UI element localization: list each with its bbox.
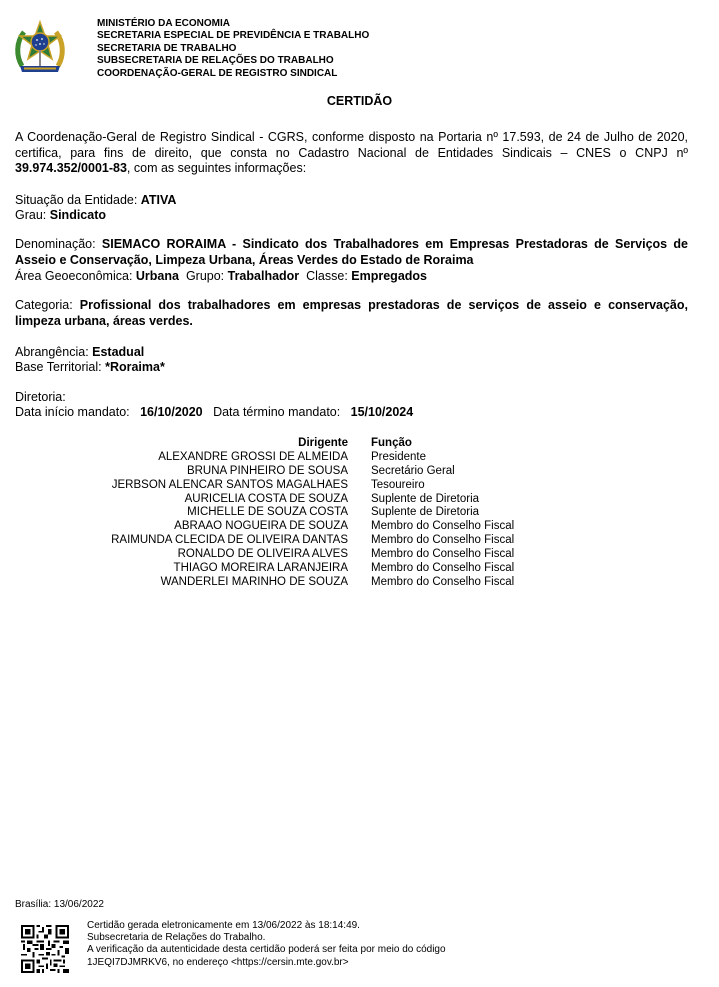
base-label: Base Territorial: bbox=[15, 360, 106, 374]
abrangencia-value: Estadual bbox=[92, 345, 145, 359]
dirigente-role: Membro do Conselho Fiscal bbox=[371, 562, 515, 575]
header-institution-lines bbox=[97, 18, 369, 80]
mandato-line bbox=[15, 405, 688, 421]
dirigente-role: Tesoureiro bbox=[371, 478, 425, 491]
dirigentes-table bbox=[0, 437, 719, 590]
table-row bbox=[0, 479, 719, 493]
table-row bbox=[0, 465, 719, 479]
header-line: SECRETARIA DE TRABALHO bbox=[97, 42, 237, 54]
dirigente-name: ABRAAO NOGUEIRA DE SOUZA bbox=[174, 520, 348, 533]
dirigente-role: Membro do Conselho Fiscal bbox=[371, 548, 515, 561]
place-date: Brasília: 13/06/2022 bbox=[15, 899, 104, 910]
intro-text: A Coordenação-Geral de Registro Sindical - CGRS, conforme disposto na Portaria nº 17.593, de 24 de Julho de 2020, certifica, para fins de direito, que consta no Cadastro Nacional de Entidades Sindicais – CNES o CNPJ nº bbox=[15, 130, 688, 160]
dirigente-name: THIAGO MOREIRA LARANJEIRA bbox=[173, 562, 348, 575]
base-value: *Roraima* bbox=[105, 360, 165, 374]
dirigente-name: JERBSON ALENCAR SANTOS MAGALHAES bbox=[111, 478, 348, 491]
denominacao-line bbox=[15, 237, 688, 268]
page-title: CERTIDÃO bbox=[326, 94, 393, 108]
mandato-termino-label: Data término mandato: bbox=[213, 405, 341, 419]
dirigente-role: Membro do Conselho Fiscal bbox=[371, 520, 515, 533]
classe-value: Empregados bbox=[351, 269, 427, 283]
table-row bbox=[0, 562, 719, 576]
table-row bbox=[0, 534, 719, 548]
brazil-coat-of-arms-icon bbox=[14, 20, 66, 78]
situacao-value: ATIVA bbox=[140, 193, 177, 207]
area-label: Área Geoeconômica: bbox=[15, 269, 136, 283]
grau-value: Sindicato bbox=[49, 208, 107, 222]
grupo-label: Grupo: bbox=[185, 269, 228, 283]
abrangencia-line bbox=[15, 345, 688, 361]
table-row bbox=[0, 576, 719, 590]
table-row bbox=[0, 493, 719, 507]
header-line: MINISTÉRIO DA ECONOMIA bbox=[97, 18, 230, 29]
footer-line: 1JEQI7DJMRKV6, no endereço <https://cersin.mte.gov.br> bbox=[87, 956, 349, 968]
classe-label: Classe: bbox=[306, 269, 352, 283]
mandato-termino-value: 15/10/2024 bbox=[350, 405, 414, 419]
table-header-row bbox=[0, 437, 719, 451]
diretoria-label: Diretoria: bbox=[15, 390, 66, 404]
table-row bbox=[0, 506, 719, 520]
situacao-line bbox=[15, 193, 688, 209]
mandato-inicio-value: 16/10/2020 bbox=[140, 405, 203, 419]
dirigente-role: Suplente de Diretoria bbox=[371, 492, 480, 505]
dirigente-name: WANDERLEI MARINHO DE SOUZA bbox=[160, 575, 348, 588]
categoria-value: Profissional dos trabalhadores em empresas prestadoras de serviços de asseio e conservação, limpeza urbana, áreas verdes. bbox=[15, 298, 688, 328]
footer-line: Subsecretaria de Relações do Trabalho. bbox=[87, 932, 266, 944]
denominacao-label: Denominação: bbox=[15, 237, 102, 251]
dirigente-role: Membro do Conselho Fiscal bbox=[371, 534, 515, 547]
dirigente-name: AURICELIA COSTA DE SOUZA bbox=[184, 492, 348, 505]
grau-line bbox=[15, 208, 688, 224]
cnpj-value: 39.974.352/0001-83 bbox=[15, 161, 127, 176]
dirigente-name: RONALDO DE OLIVEIRA ALVES bbox=[177, 548, 348, 561]
table-row bbox=[0, 520, 719, 534]
dirigente-role: Membro do Conselho Fiscal bbox=[371, 575, 515, 588]
abrangencia-label: Abrangência: bbox=[15, 345, 93, 359]
dirigente-name: RAIMUNDA CLECIDA DE OLIVEIRA DANTAS bbox=[111, 534, 348, 547]
denominacao-value: SIEMACO RORAIMA - Sindicato dos Trabalhadores em Empresas Prestadoras de Serviços de Asseio e Conservação, Limpeza Urbana, Áreas Verdes do Estado de Roraima bbox=[15, 237, 689, 267]
footer-verification bbox=[87, 920, 446, 969]
header-line: SUBSECRETARIA DE RELAÇÕES DO TRABALHO bbox=[97, 55, 334, 67]
footer-line: Certidão gerada eletronicamente em 13/06/2022 às 18:14:49. bbox=[87, 920, 360, 931]
mandato-inicio-label: Data início mandato: bbox=[15, 405, 130, 419]
dirigente-name: BRUNA PINHEIRO DE SOUSA bbox=[186, 464, 348, 477]
dirigente-name: MICHELLE DE SOUZA COSTA bbox=[187, 506, 348, 519]
intro-paragraph bbox=[15, 130, 688, 177]
area-value: Urbana bbox=[135, 269, 179, 283]
dirigente-role: Presidente bbox=[371, 450, 426, 463]
categoria-line bbox=[15, 298, 688, 329]
header-line: SECRETARIA ESPECIAL DE PREVIDÊNCIA E TRABALHO bbox=[97, 30, 370, 42]
area-line bbox=[15, 269, 688, 285]
dirigente-name: ALEXANDRE GROSSI DE ALMEIDA bbox=[158, 450, 348, 463]
qr-code-icon bbox=[21, 925, 69, 973]
header-dirigente: Dirigente bbox=[298, 437, 348, 449]
header-funcao: Função bbox=[371, 437, 412, 449]
base-territorial-line bbox=[15, 360, 688, 376]
categoria-label: Categoria: bbox=[15, 298, 80, 312]
situacao-label: Situação da Entidade: bbox=[15, 193, 141, 207]
dirigente-role: Suplente de Diretoria bbox=[371, 506, 480, 519]
grupo-value: Trabalhador bbox=[227, 269, 300, 283]
dirigente-role: Secretário Geral bbox=[371, 464, 455, 477]
intro-text-end: , com as seguintes informações: bbox=[126, 161, 307, 176]
grau-label: Grau: bbox=[15, 208, 50, 222]
table-row bbox=[0, 548, 719, 562]
table-row bbox=[0, 451, 719, 465]
footer-line: A verificação da autenticidade desta certidão poderá ser feita por meio do código bbox=[87, 944, 446, 956]
header-line: COORDENAÇÃO-GERAL DE REGISTRO SINDICAL bbox=[97, 67, 338, 79]
